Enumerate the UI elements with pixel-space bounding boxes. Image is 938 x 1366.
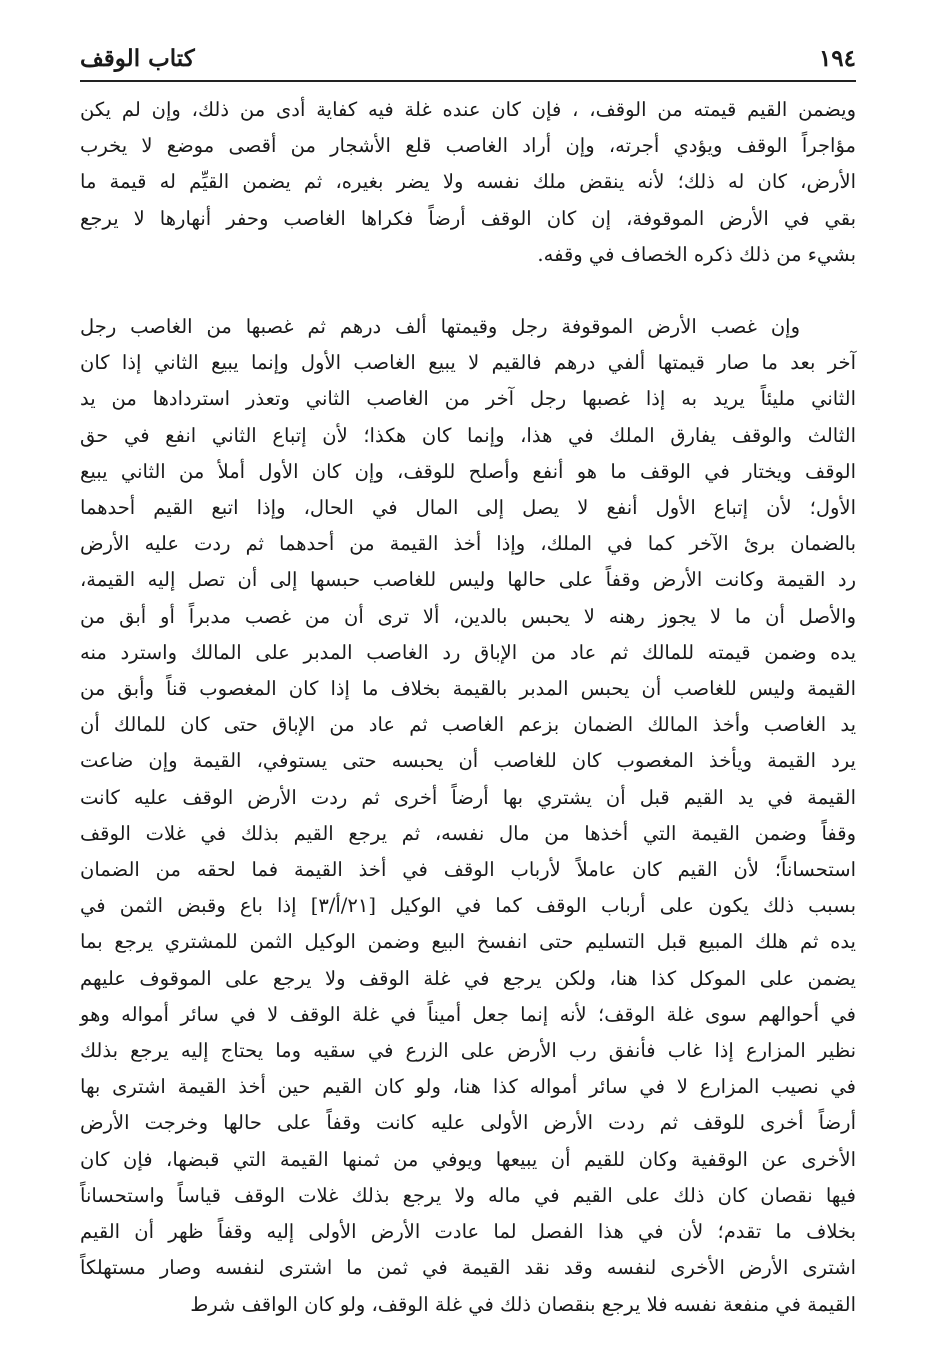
text-line: مؤاجراً الوقف ويؤدي أجرته، وإن أراد الغاصب قلع الأشجار من أقصى موضع لا يخرب — [80, 134, 856, 158]
body-text — [80, 92, 856, 1323]
text-line: رد القيمة وكانت الأرض وقفاً على حالها وليس للغاصب حبسها إلى أن تصل إليه القيمة، — [80, 568, 856, 592]
text-line: آخر بعد ما صار قيمتها ألفي درهم فالقيم لا يبيع الغاصب الأول وإنما يبيع الثاني إذا كان — [80, 351, 856, 375]
text-line: ويضمن القيم قيمته من الوقف، ، فإن كان عنده غلة فيه كفاية أدى من ذلك، وإن لم يكن — [80, 98, 856, 121]
text-line: نظير المزارع إذا غاب فأنفق رب الأرض على الزرع في سقيه وما يحتاج إليه يرجع بذلك — [80, 1039, 856, 1063]
text-line: يرد القيمة ويأخذ المغصوب كان للغاصب أن يحبسه حتى يستوفي، القيمة وإن ضاعت — [80, 749, 856, 773]
text-line: يده ثم هلك المبيع قبل التسليم حتى انفسخ البيع وضمن الوكيل الثمن للمشتري يرجع بما — [80, 930, 856, 954]
header-rule — [80, 80, 856, 82]
text-line: القيمة في يد القيم قبل أن يشتري بها أرضاً أخرى ثم ردت الأرض الوقف عليه كانت — [80, 785, 856, 809]
running-head — [80, 38, 856, 72]
text-line: في أحوالهم سوى غلة الوقف؛ لأنه إنما جعل أميناً في غلة الوقف لا في سائر أمواله وهو — [80, 1002, 856, 1026]
text-line: وقفاً وضمن القيمة التي أخذها من مال نفسه، ثم يرجع القيم بذلك في غلات الوقف — [80, 821, 856, 845]
text-line: أرضاً أخرى للوقف ثم ردت الأرض الأولى عليه كانت وقفاً على حالها وخرجت الأرض — [80, 1111, 856, 1135]
text-line: الثالث والوقف يفارق الملك في هذا، وإنما كان هكذا؛ لأن إتباع الثاني انفع في حق — [80, 423, 856, 447]
text-line: اشترى الأرض الأخرى لنفسه وقد نقد القيمة في ثمن ما اشترى لنفسه وصار مستهلكاً — [80, 1256, 857, 1280]
paragraph-2 — [80, 309, 856, 1323]
text-line: بقي في الأرض الموقوفة، إن كان الوقف أرضاً فكراها الغاصب وحفر أنهارها لا يرجع — [80, 206, 856, 230]
text-line: بالضمان برئ الآخر كما في الملك، وإذا أخذ القيمة من أحدهما ثم ردت عليه الأرض — [80, 532, 856, 556]
text-line: يضمن على الموكل كذا هنا، ولكن يرجع في غلة الوقف ولا يرجع على الموقوف عليهم — [80, 966, 856, 990]
paragraph-gap — [80, 273, 856, 309]
text-line: يده وضمن قيمته للمالك ثم عاد من الإباق رد الغاصب المدبر على المالك واسترد منه — [80, 640, 856, 664]
text-line: بخلاف ما تقدم؛ لأن في هذا الفصل لما عادت الأرض الأولى إليه وقفاً ظهر أن القيم — [80, 1220, 856, 1244]
text-line: فيها نقصان كان ذلك على القيم في ماله ولا يرجع بذلك غلات الوقف قياساً واستحساناً — [80, 1183, 856, 1207]
text-line: الأرض، كان له ذلك؛ لأنه ينقض ملك نفسه ولا يضر بغيره، ثم يضمن القيِّم له قيمة ما — [80, 170, 856, 194]
text-line: والأصل أن ما لا يجوز رهنه لا يحبس بالدين، ألا ترى أن من غصب مدبراً أو أبق من — [80, 604, 856, 628]
text-line: الثاني مليئاً يريد به إذا غصبها رجل آخر من الغاصب الثاني وتعذر استردادها من يد — [80, 387, 856, 411]
page-number: ١٩٤ — [818, 45, 856, 72]
text-line: بشيء من ذلك ذكره الخصاف في وقفه. — [537, 242, 856, 266]
text-line: الوقف ويختار في الوقف ما هو أنفع وأصلح للوقف، وإن كان الأول أملأ من الثاني يبيع — [80, 459, 856, 483]
text-line: الأول؛ لأن إتباع الأول أنفع لا يصل إلى المال في الحال، وإذا اتبع القيم أحدهما — [80, 496, 856, 520]
text-line: في نصيب المزارع لا في سائر أمواله كذا هنا، ولو كان القيم حين أخذ القيمة اشترى بها — [80, 1075, 856, 1099]
text-line: يد الغاصب وأخذ المالك الضمان بزعم الغاصب ثم عاد من الإباق حتى كان للمالك أن — [80, 713, 856, 737]
text-line: وإن غصب الأرض الموقوفة رجل وقيمتها ألف درهم ثم غصبها من الغاصب رجل — [80, 315, 800, 339]
text-line: القيمة وليس للغاصب أن يحبس المدبر بالقيمة بخلاف ما إذا كان المغصوب قناً وأبق من — [80, 677, 856, 701]
paragraph-1 — [80, 92, 856, 273]
running-title: كتاب الوقف — [80, 45, 195, 72]
text-line: بسبب ذلك يكون على أرباب الوقف كما في الوكيل [٢١/أ/٣] إذا باع وقبض الثمن في — [80, 894, 857, 918]
text-line: الأخرى عن الوقفية وكان للقيم أن يبيعها ويوفي من ثمنها القيمة التي قبضها، فإن كان — [80, 1147, 856, 1171]
text-line: استحساناً؛ لأن القيم كان عاملاً لأرباب الوقف في أخذ القيمة فما لحقه من الضمان — [80, 858, 856, 882]
text-line: القيمة في منفعة نفسه فلا يرجع بنقصان ذلك في غلة الوقف، ولو كان الواقف شرط — [190, 1292, 856, 1316]
